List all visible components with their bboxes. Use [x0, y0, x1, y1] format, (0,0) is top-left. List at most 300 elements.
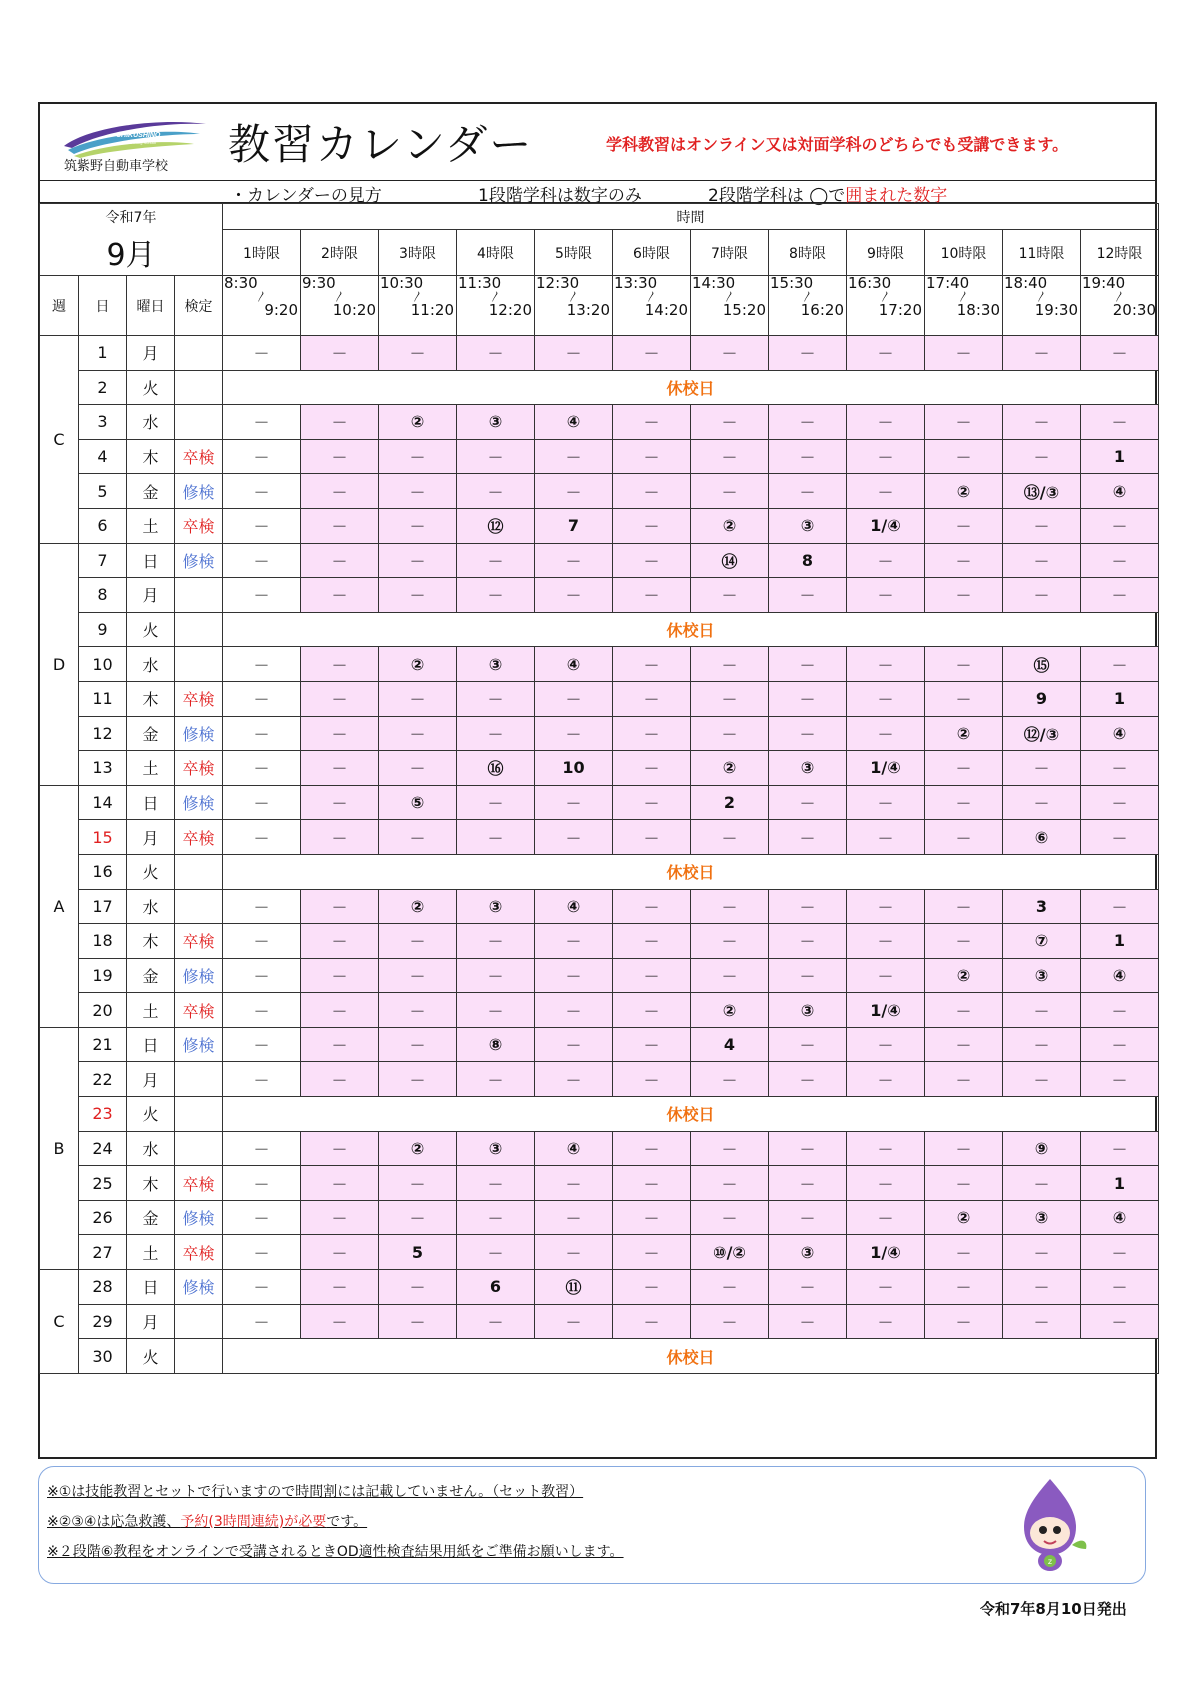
- time-part: 〳: [958, 290, 969, 303]
- day-of-week: 金: [127, 716, 175, 751]
- lesson-slot: －: [613, 1200, 691, 1235]
- time-part: 13:30: [614, 275, 658, 292]
- lesson-slot: －: [769, 1304, 847, 1339]
- lesson-slot: －: [925, 405, 1003, 440]
- day-of-week: 火: [127, 1097, 175, 1132]
- exam-type: [175, 405, 223, 440]
- lesson-slot: 1: [1081, 439, 1159, 474]
- week-label: A: [40, 785, 79, 1027]
- day-row: [40, 1200, 1159, 1235]
- lesson-slot: ②: [691, 751, 769, 786]
- column-header-check: 検定: [175, 276, 223, 336]
- lesson-slot: －: [223, 1200, 301, 1235]
- day-row: [40, 1062, 1159, 1097]
- day-number: 7: [79, 543, 127, 578]
- time-part: 19:40: [1082, 275, 1126, 292]
- day-number: 22: [79, 1062, 127, 1097]
- lesson-slot: －: [925, 647, 1003, 682]
- lesson-slot: －: [1081, 405, 1159, 440]
- holiday-cell: 休校日: [223, 612, 1159, 647]
- period-header: 4時限: [457, 230, 535, 276]
- day-row: [40, 1097, 1159, 1132]
- lesson-slot: ④: [1081, 958, 1159, 993]
- lesson-slot: －: [379, 508, 457, 543]
- lesson-slot: －: [847, 543, 925, 578]
- lesson-slot: －: [1003, 1062, 1081, 1097]
- period-header: 2時限: [301, 230, 379, 276]
- lesson-slot: －: [691, 820, 769, 855]
- lesson-slot: －: [847, 1062, 925, 1097]
- day-of-week: 土: [127, 751, 175, 786]
- time-part: 〳: [412, 290, 423, 303]
- lesson-slot: －: [457, 1235, 535, 1270]
- exam-type: 卒検: [175, 820, 223, 855]
- day-row: [40, 543, 1159, 578]
- lesson-slot: －: [769, 681, 847, 716]
- column-header-week: 週: [40, 276, 79, 336]
- lesson-slot: －: [223, 958, 301, 993]
- lesson-slot: －: [847, 1270, 925, 1305]
- day-row: [40, 1235, 1159, 1270]
- lesson-slot: －: [613, 1270, 691, 1305]
- lesson-slot: －: [535, 820, 613, 855]
- lesson-slot: ⑭: [691, 543, 769, 578]
- time-part: 8:30: [224, 275, 258, 292]
- lesson-slot: －: [457, 439, 535, 474]
- lesson-slot: －: [535, 1304, 613, 1339]
- lesson-slot: ④: [1081, 1200, 1159, 1235]
- lesson-slot: ②: [691, 508, 769, 543]
- lesson-slot: －: [1081, 578, 1159, 613]
- day-number: 19: [79, 958, 127, 993]
- lesson-slot: ⑧: [457, 1027, 535, 1062]
- header-row-periods: [40, 230, 1159, 276]
- lesson-slot: －: [769, 924, 847, 959]
- lesson-slot: －: [691, 1200, 769, 1235]
- lesson-slot: －: [301, 681, 379, 716]
- lesson-slot: 4: [691, 1027, 769, 1062]
- time-part: 〳: [724, 290, 735, 303]
- lesson-slot: －: [691, 889, 769, 924]
- day-number: 1: [79, 336, 127, 371]
- time-range: [379, 276, 457, 336]
- time-range: [1003, 276, 1081, 336]
- lesson-slot: ③: [769, 508, 847, 543]
- lesson-slot: －: [613, 751, 691, 786]
- week-label: C: [40, 1270, 79, 1374]
- day-row: [40, 474, 1159, 509]
- day-of-week: 火: [127, 1339, 175, 1374]
- lesson-slot: －: [925, 924, 1003, 959]
- lesson-slot: －: [535, 474, 613, 509]
- exam-type: [175, 612, 223, 647]
- lesson-slot: －: [301, 1131, 379, 1166]
- lesson-slot: ③: [769, 993, 847, 1028]
- lesson-slot: ⑦: [1003, 924, 1081, 959]
- column-header-dow: 曜日: [127, 276, 175, 336]
- lesson-slot: －: [613, 336, 691, 371]
- lesson-slot: －: [223, 474, 301, 509]
- lesson-slot: ②: [379, 647, 457, 682]
- time-part: 〳: [1036, 290, 1047, 303]
- day-of-week: 月: [127, 820, 175, 855]
- day-of-week: 月: [127, 1062, 175, 1097]
- lesson-slot: －: [223, 889, 301, 924]
- lesson-slot: ④: [1081, 716, 1159, 751]
- lesson-slot: －: [301, 1027, 379, 1062]
- lesson-slot: －: [1081, 1270, 1159, 1305]
- day-number: 28: [79, 1270, 127, 1305]
- footer-notes: [38, 1466, 1146, 1584]
- time-part: 13:20: [566, 301, 610, 319]
- lesson-slot: －: [925, 1131, 1003, 1166]
- lesson-slot: 2: [691, 785, 769, 820]
- day-number: 3: [79, 405, 127, 440]
- day-row: [40, 785, 1159, 820]
- lesson-slot: －: [769, 820, 847, 855]
- lesson-slot: －: [613, 1027, 691, 1062]
- time-range: [535, 276, 613, 336]
- lesson-slot: －: [223, 820, 301, 855]
- lesson-slot: －: [535, 958, 613, 993]
- lesson-slot: －: [223, 993, 301, 1028]
- lesson-slot: －: [613, 439, 691, 474]
- lesson-slot: －: [1003, 336, 1081, 371]
- day-row: [40, 1304, 1159, 1339]
- lesson-slot: －: [379, 751, 457, 786]
- lesson-slot: －: [301, 1304, 379, 1339]
- lesson-calendar-table: [39, 203, 1159, 1374]
- school-name: 筑紫野自動車学校: [64, 159, 169, 174]
- lesson-slot: －: [769, 889, 847, 924]
- lesson-slot: －: [847, 785, 925, 820]
- period-header: 6時限: [613, 230, 691, 276]
- lesson-slot: －: [613, 820, 691, 855]
- lesson-slot: －: [535, 578, 613, 613]
- day-number: 23: [79, 1097, 127, 1132]
- lesson-slot: ③: [457, 647, 535, 682]
- lesson-slot: ④: [1081, 474, 1159, 509]
- lesson-slot: －: [457, 785, 535, 820]
- lesson-slot: －: [535, 993, 613, 1028]
- lesson-slot: －: [613, 924, 691, 959]
- lesson-slot: －: [769, 1200, 847, 1235]
- period-header: 8時限: [769, 230, 847, 276]
- day-number: 12: [79, 716, 127, 751]
- lesson-slot: ④: [535, 647, 613, 682]
- lesson-slot: －: [847, 681, 925, 716]
- lesson-slot: －: [769, 1166, 847, 1201]
- lesson-slot: －: [691, 924, 769, 959]
- exam-type: 修検: [175, 1027, 223, 1062]
- lesson-slot: 1/④: [847, 751, 925, 786]
- day-row: [40, 854, 1159, 889]
- lesson-slot: －: [613, 1304, 691, 1339]
- exam-type: [175, 889, 223, 924]
- lesson-slot: －: [1003, 993, 1081, 1028]
- lesson-slot: －: [1003, 1166, 1081, 1201]
- lesson-slot: ②: [925, 716, 1003, 751]
- lesson-slot: －: [1081, 508, 1159, 543]
- lesson-slot: －: [223, 508, 301, 543]
- day-of-week: 土: [127, 508, 175, 543]
- lesson-slot: －: [379, 1062, 457, 1097]
- exam-type: [175, 1097, 223, 1132]
- day-row: [40, 958, 1159, 993]
- lesson-slot: －: [1081, 1235, 1159, 1270]
- lesson-slot: －: [457, 474, 535, 509]
- lesson-slot: －: [925, 336, 1003, 371]
- lesson-slot: －: [691, 405, 769, 440]
- day-of-week: 日: [127, 543, 175, 578]
- lesson-slot: －: [847, 647, 925, 682]
- lesson-slot: －: [925, 993, 1003, 1028]
- lesson-slot: －: [457, 578, 535, 613]
- lesson-slot: －: [769, 474, 847, 509]
- lesson-slot: －: [847, 1304, 925, 1339]
- day-of-week: 火: [127, 612, 175, 647]
- holiday-cell: 休校日: [223, 370, 1159, 405]
- lesson-slot: －: [613, 1235, 691, 1270]
- exam-type: 卒検: [175, 751, 223, 786]
- lesson-slot: 3: [1003, 889, 1081, 924]
- lesson-slot: －: [925, 578, 1003, 613]
- lesson-slot: 1: [1081, 924, 1159, 959]
- lesson-slot: －: [613, 647, 691, 682]
- lesson-slot: －: [301, 889, 379, 924]
- lesson-slot: －: [457, 1166, 535, 1201]
- day-row: [40, 924, 1159, 959]
- period-header: 9時限: [847, 230, 925, 276]
- lesson-slot: －: [847, 1131, 925, 1166]
- day-number: 10: [79, 647, 127, 682]
- exam-type: [175, 578, 223, 613]
- lesson-slot: －: [457, 1304, 535, 1339]
- lesson-slot: －: [223, 1027, 301, 1062]
- holiday-cell: 休校日: [223, 854, 1159, 889]
- lesson-slot: －: [223, 1304, 301, 1339]
- day-of-week: 土: [127, 1235, 175, 1270]
- lesson-slot: －: [1081, 543, 1159, 578]
- lesson-slot: －: [379, 924, 457, 959]
- lesson-slot: －: [613, 993, 691, 1028]
- calendar-legend: [40, 180, 1155, 206]
- lesson-slot: －: [613, 716, 691, 751]
- exam-type: [175, 1062, 223, 1097]
- footer-note-2-red: 予約(3時間連続)が必要: [180, 1514, 327, 1530]
- lesson-slot: －: [379, 681, 457, 716]
- lesson-slot: －: [769, 785, 847, 820]
- lesson-slot: －: [925, 439, 1003, 474]
- exam-type: 修検: [175, 1270, 223, 1305]
- page-title: 教習カレンダー: [228, 120, 534, 169]
- lesson-slot: －: [613, 889, 691, 924]
- time-part: 〳: [802, 290, 813, 303]
- lesson-slot: －: [1003, 1270, 1081, 1305]
- period-header: 10時限: [925, 230, 1003, 276]
- time-range: [847, 276, 925, 336]
- time-range: [223, 276, 301, 336]
- month-label: 9月: [40, 230, 223, 276]
- lesson-slot: －: [379, 1304, 457, 1339]
- lesson-slot: 1/④: [847, 1235, 925, 1270]
- lesson-slot: －: [301, 578, 379, 613]
- exam-type: [175, 1339, 223, 1374]
- time-range: [691, 276, 769, 336]
- day-row: [40, 405, 1159, 440]
- time-range: [1081, 276, 1159, 336]
- lesson-slot: ③: [1003, 958, 1081, 993]
- lesson-slot: －: [223, 716, 301, 751]
- lesson-slot: －: [457, 1200, 535, 1235]
- lesson-slot: ⑪: [535, 1270, 613, 1305]
- lesson-slot: －: [1081, 993, 1159, 1028]
- day-row: [40, 336, 1159, 371]
- time-part: 18:40: [1004, 275, 1048, 292]
- lesson-slot: －: [925, 681, 1003, 716]
- lesson-slot: －: [223, 751, 301, 786]
- period-header: 11時限: [1003, 230, 1081, 276]
- lesson-slot: －: [379, 439, 457, 474]
- exam-type: 卒検: [175, 508, 223, 543]
- lesson-slot: ⑫/③: [1003, 716, 1081, 751]
- lesson-slot: －: [691, 958, 769, 993]
- lesson-slot: －: [691, 439, 769, 474]
- lesson-slot: 1/④: [847, 993, 925, 1028]
- lesson-slot: －: [535, 439, 613, 474]
- exam-type: [175, 854, 223, 889]
- lesson-slot: ②: [379, 1131, 457, 1166]
- lesson-slot: －: [925, 889, 1003, 924]
- day-number: 16: [79, 854, 127, 889]
- lesson-slot: －: [925, 1235, 1003, 1270]
- lesson-slot: ④: [535, 1131, 613, 1166]
- lesson-slot: －: [691, 647, 769, 682]
- lesson-slot: －: [847, 716, 925, 751]
- lesson-slot: －: [379, 474, 457, 509]
- lesson-slot: ⑯: [457, 751, 535, 786]
- lesson-slot: －: [301, 751, 379, 786]
- exam-type: [175, 1131, 223, 1166]
- lesson-slot: －: [1003, 405, 1081, 440]
- lesson-slot: ③: [457, 1131, 535, 1166]
- exam-type: 修検: [175, 1200, 223, 1235]
- time-part: 18:30: [956, 301, 1000, 319]
- lesson-slot: －: [379, 716, 457, 751]
- lesson-slot: －: [379, 1270, 457, 1305]
- lesson-slot: －: [301, 543, 379, 578]
- day-of-week: 金: [127, 958, 175, 993]
- week-label: C: [40, 336, 79, 544]
- lesson-slot: ⑫: [457, 508, 535, 543]
- lesson-slot: －: [457, 820, 535, 855]
- lesson-slot: －: [223, 1166, 301, 1201]
- lesson-slot: －: [1003, 439, 1081, 474]
- lesson-slot: －: [925, 820, 1003, 855]
- lesson-slot: －: [301, 508, 379, 543]
- holiday-cell: 休校日: [223, 1097, 1159, 1132]
- day-number: 13: [79, 751, 127, 786]
- lesson-slot: －: [379, 1200, 457, 1235]
- time-part: 14:30: [692, 275, 736, 292]
- period-header: 1時限: [223, 230, 301, 276]
- lesson-slot: －: [223, 578, 301, 613]
- lesson-slot: －: [925, 1166, 1003, 1201]
- lesson-slot: －: [1081, 336, 1159, 371]
- day-number: 18: [79, 924, 127, 959]
- lesson-slot: －: [379, 1027, 457, 1062]
- day-row: [40, 1166, 1159, 1201]
- time-part: 15:20: [722, 301, 766, 319]
- lesson-slot: －: [925, 1062, 1003, 1097]
- lesson-slot: －: [535, 1235, 613, 1270]
- header-note: 学科教習はオンライン又は対面学科のどちらでも受講できます。: [606, 135, 1069, 154]
- lesson-slot: －: [613, 958, 691, 993]
- lesson-slot: ④: [535, 405, 613, 440]
- lesson-slot: 5: [379, 1235, 457, 1270]
- exam-type: [175, 370, 223, 405]
- day-row: [40, 578, 1159, 613]
- legend-stage2-red: 囲まれた数字: [845, 186, 948, 206]
- lesson-slot: －: [1003, 543, 1081, 578]
- lesson-slot: ③: [1003, 1200, 1081, 1235]
- era-year: 令和7年: [40, 204, 223, 230]
- day-of-week: 木: [127, 924, 175, 959]
- legend-stage2-prefix: 2段階学科は ◯で: [708, 186, 846, 206]
- lesson-slot: ②: [691, 993, 769, 1028]
- lesson-slot: －: [301, 820, 379, 855]
- lesson-slot: －: [1081, 1062, 1159, 1097]
- lesson-slot: －: [1003, 1235, 1081, 1270]
- lesson-slot: －: [379, 336, 457, 371]
- footer-note-2: [47, 1511, 367, 1531]
- lesson-slot: －: [379, 820, 457, 855]
- time-part: 〳: [646, 290, 657, 303]
- lesson-slot: －: [223, 336, 301, 371]
- day-of-week: 火: [127, 370, 175, 405]
- lesson-slot: －: [379, 993, 457, 1028]
- footer-note-3: ※２段階⑥教程をオンラインで受講されるときOD適性検査結果用紙をご準備お願いします。: [47, 1544, 624, 1560]
- lesson-slot: －: [847, 1200, 925, 1235]
- day-of-week: 木: [127, 439, 175, 474]
- lesson-slot: －: [847, 1166, 925, 1201]
- lesson-slot: －: [301, 405, 379, 440]
- lesson-slot: －: [613, 681, 691, 716]
- lesson-slot: －: [613, 578, 691, 613]
- lesson-slot: ⑥: [1003, 820, 1081, 855]
- lesson-slot: －: [223, 439, 301, 474]
- day-row: [40, 508, 1159, 543]
- exam-type: 修検: [175, 785, 223, 820]
- lesson-slot: －: [769, 1027, 847, 1062]
- lesson-slot: －: [769, 1270, 847, 1305]
- lesson-slot: －: [613, 1131, 691, 1166]
- footer-note-2-suffix: です。: [326, 1514, 368, 1530]
- lesson-slot: －: [301, 785, 379, 820]
- lesson-slot: －: [613, 405, 691, 440]
- day-number: 24: [79, 1131, 127, 1166]
- lesson-slot: －: [691, 578, 769, 613]
- legend-label: ・カレンダーの見方: [230, 186, 382, 206]
- lesson-slot: －: [457, 716, 535, 751]
- day-number: 20: [79, 993, 127, 1028]
- mascot-illustration: [1010, 1475, 1090, 1575]
- lesson-slot: ②: [925, 474, 1003, 509]
- day-number: 17: [79, 889, 127, 924]
- lesson-slot: －: [847, 958, 925, 993]
- day-row: [40, 647, 1159, 682]
- day-of-week: 水: [127, 1131, 175, 1166]
